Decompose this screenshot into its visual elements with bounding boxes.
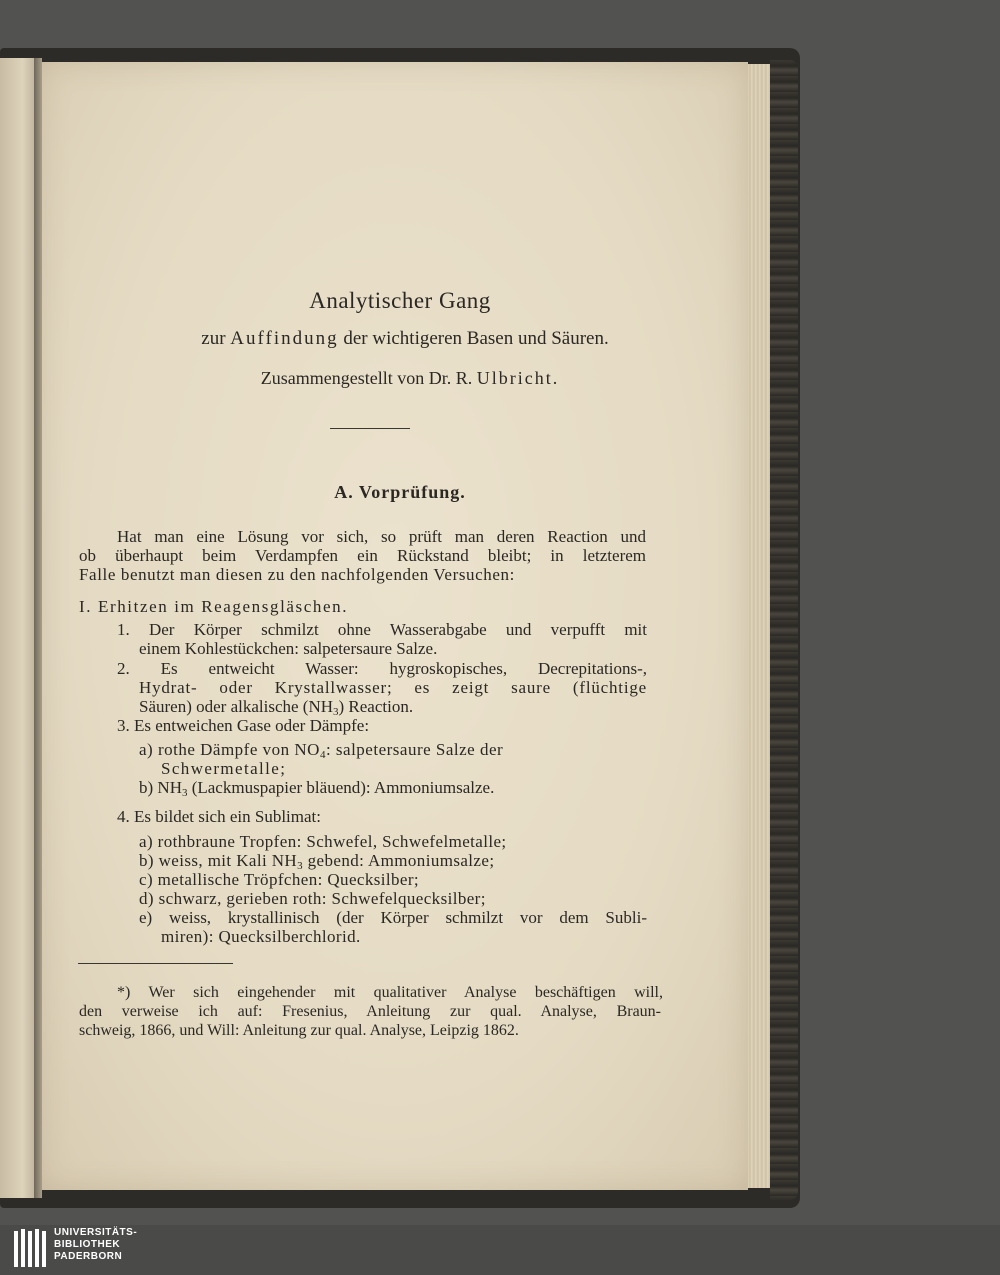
part1-heading: I. Erhitzen im Reagensgläschen.	[79, 597, 349, 616]
section-heading: A. Vorprüfung.	[334, 482, 466, 502]
item3b-text-c: (Lackmuspapier bläuend): Ammoniumsalze.	[187, 778, 495, 797]
editor-name: Ulbricht.	[476, 368, 560, 388]
item4a-line: a) rothbraune Tropfen: Schwefel, Schwefelmetalle;	[139, 832, 507, 851]
footnote-divider	[78, 963, 233, 964]
subtitle-pre: zur	[201, 328, 226, 349]
intro-line-1: Hat man eine Lösung vor sich, so prüft man deren Reaction und	[117, 527, 646, 546]
intro-line-3: Falle benutzt man diesen zu den nachfolgenden Versuchen:	[79, 565, 515, 584]
title-divider	[330, 428, 410, 429]
item3-line: 3. Es entweichen Gase oder Dämpfe:	[117, 716, 370, 735]
item4b-text-c: gebend: Ammoniumsalze;	[303, 851, 495, 870]
library-name-line-3: PADERBORN	[54, 1251, 123, 1262]
item3a-subscript: 4	[319, 749, 326, 761]
item3a-text-c: : salpetersaure Salze der	[325, 740, 504, 759]
item4d-line: d) schwarz, gerieben roth: Schwefelquecksilber;	[139, 889, 486, 908]
library-name-line-2: BIBLIOTHEK	[54, 1239, 121, 1250]
item1-line-1: 1. Der Körper schmilzt ohne Wasserabgabe und verpufft mit	[117, 620, 647, 639]
library-logo-icon	[14, 1229, 46, 1269]
item3b-text-a: b) NH	[139, 778, 182, 797]
intro-line-2: ob überhaupt beim Verdampfen ein Rückstand bleibt; in letzterem	[79, 546, 646, 565]
footnote-line-2: den verweise ich auf: Fresenius, Anleitung zur qual. Analyse, Braun-	[79, 1003, 661, 1020]
library-name-line-1: UNIVERSITÄTS-	[54, 1227, 138, 1238]
item4-line: 4. Es bildet sich ein Sublimat:	[117, 807, 321, 826]
footnote-line-1: *) Wer sich eingehender mit qualitativer Analyse beschäftigen will,	[117, 984, 663, 1001]
item2-text-a: Säuren) oder alkalische (NH	[139, 697, 334, 716]
item4e-line-1: e) weiss, krystallinisch (der Körper schmilzt vor dem Subli-	[139, 908, 647, 927]
item1-line-2: einem Kohlestückchen: salpetersaure Salze.	[139, 639, 438, 658]
item3a-line-2: Schwermetalle;	[161, 759, 287, 778]
item4b-line	[139, 851, 494, 871]
item4e-line-2: miren): Quecksilberchlorid.	[161, 927, 361, 946]
editor-line	[150, 368, 670, 389]
footnote-line-3: schweig, 1866, und Will: Anleitung zur qual. Analyse, Leipzig 1862.	[79, 1022, 519, 1039]
item3b-line	[139, 778, 494, 798]
item3a-text-a: a) rothe Dämpfe von NO	[139, 740, 320, 759]
item2-subscript: 3	[333, 706, 339, 718]
item4b-text-a: b) weiss, mit Kali NH	[139, 851, 298, 870]
item2-line-3	[139, 697, 413, 717]
item2-line-2: Hydrat- oder Krystallwasser; es zeigt saure (flüchtige	[139, 678, 647, 697]
editor-pre: Zusammengestellt von Dr. R.	[260, 368, 473, 388]
document-title: Analytischer Gang	[309, 288, 491, 313]
item2-line-1: 2. Es entweicht Wasser: hygroskopisches, Decrepitations-,	[117, 659, 647, 678]
document-subtitle	[100, 328, 710, 350]
item3b-subscript: 3	[181, 787, 188, 799]
item4c-line: c) metallische Tröpfchen: Quecksilber;	[139, 870, 420, 889]
subtitle-spaced: Auffindung	[230, 328, 339, 349]
subtitle-post: der wichtigeren Basen und Säuren.	[343, 328, 609, 349]
item2-text-c: ) Reaction.	[338, 697, 414, 716]
item3a-line-1	[139, 740, 647, 760]
item4b-subscript: 3	[297, 860, 303, 872]
